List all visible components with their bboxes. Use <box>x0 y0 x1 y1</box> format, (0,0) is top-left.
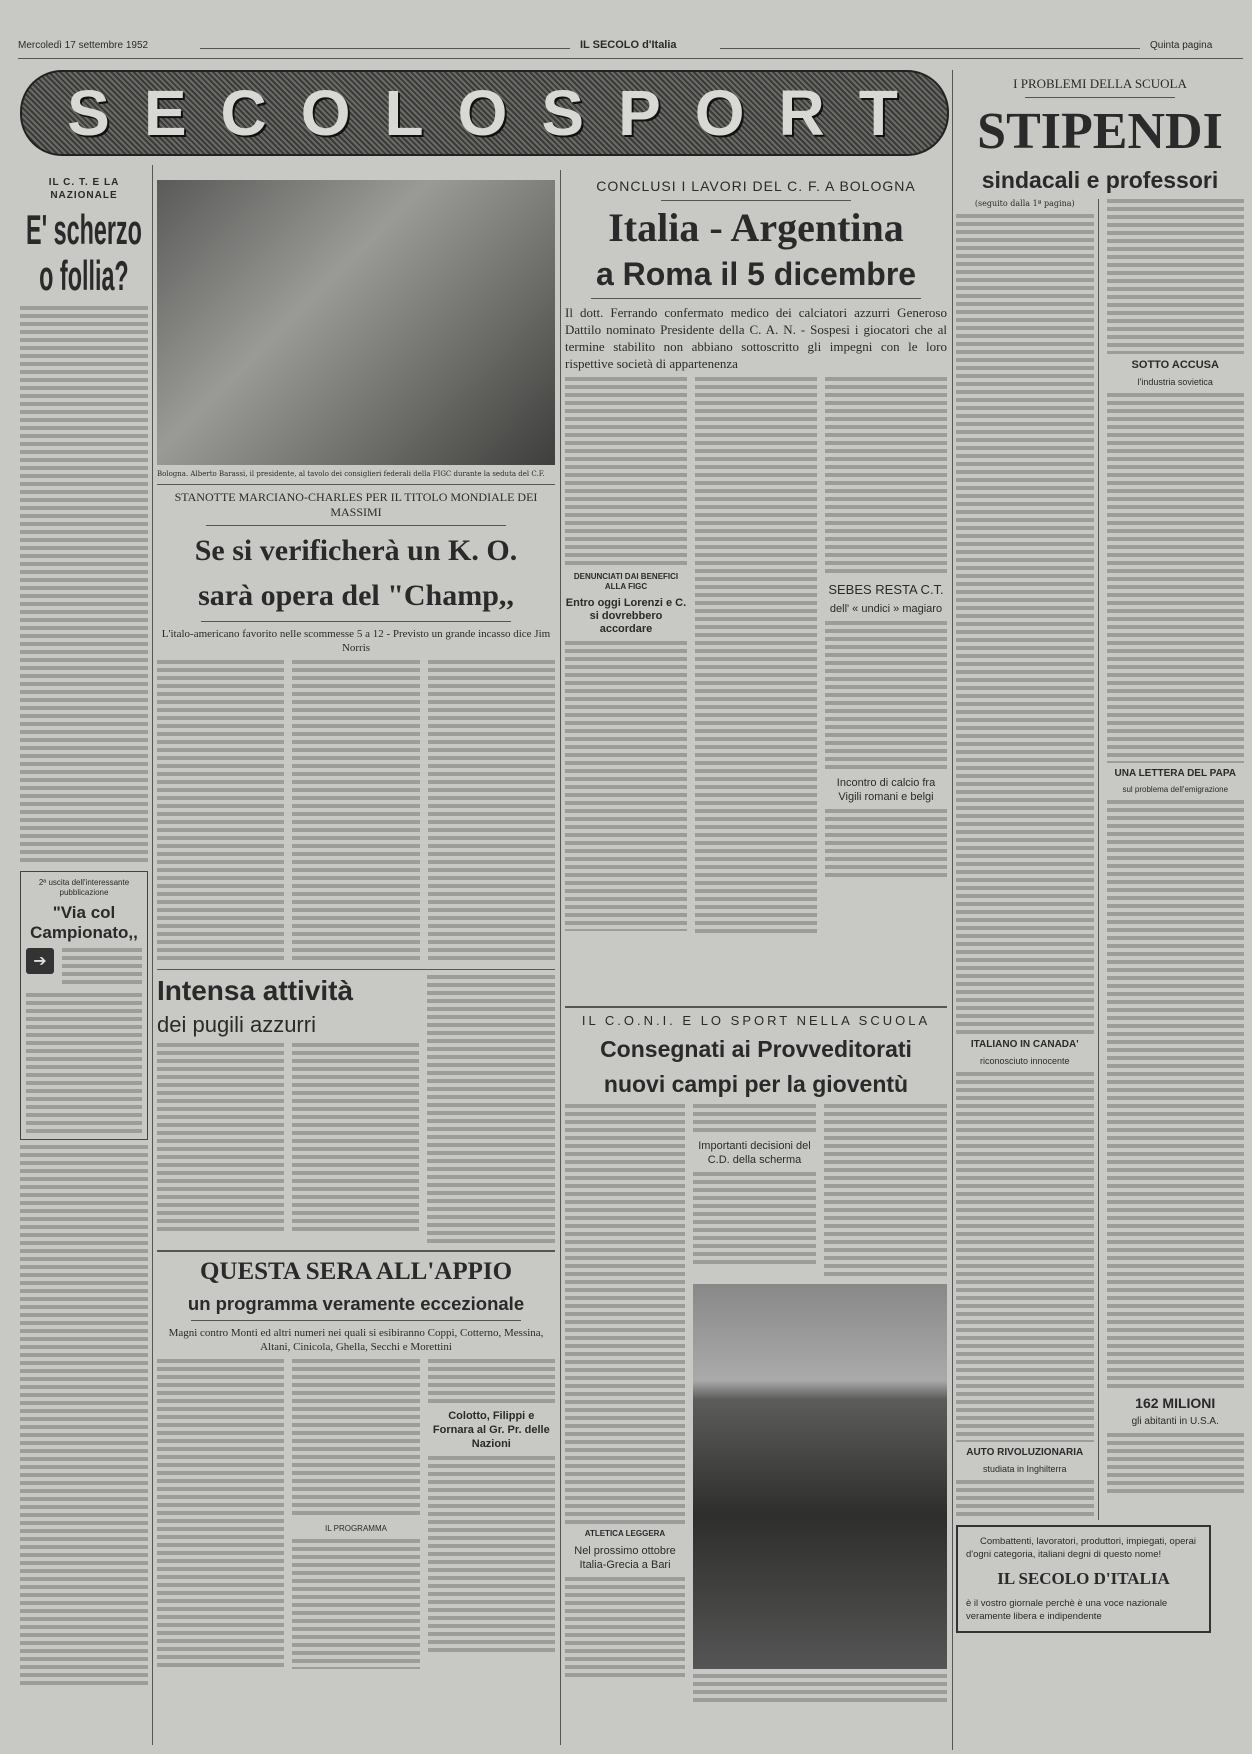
atletica-kicker: ATLETICA LEGGERA <box>584 1529 666 1538</box>
marciano-headline-2: sarà opera del "Champ,, <box>198 579 514 612</box>
appio-deck: Magni contro Monti ed altri numeri nei quali si esibiranno Coppi, Cotterno, Messina, Altani, Cinicola, Ghella, Secchi e Morettini <box>168 1327 544 1353</box>
sebes-subhead: dell' « undici » magiaro <box>829 603 943 615</box>
page-number: Quinta pagina <box>1150 40 1213 51</box>
paper-name: IL SECOLO d'Italia <box>580 39 677 51</box>
box-kicker: 2ª uscita dell'interessante pubblicazione <box>38 878 130 897</box>
center-left-column <box>157 180 555 1669</box>
left-headline-wrap <box>20 207 148 301</box>
lorenzi-headline: Entro oggi Lorenzi e C. si dovrebbero accordare <box>565 597 687 635</box>
photo-caption: Bologna. Alberto Barassi, il presidente, al tavolo dei consiglieri federali della FIGC durante la seduta del C.F. <box>157 470 545 478</box>
vigili-headline: Incontro di calcio fra Vigili romani e belgi <box>836 777 936 803</box>
italia-headline-1: Italia - Argentina <box>608 205 904 250</box>
marciano-deck: L'italo-americano favorito nelle scommesse 5 a 12 - Previsto un grande incasso dice Jim Norris <box>161 628 551 654</box>
colotto-headline: Colotto, Filippi e Fornara al Gr. Pr. delle Nazioni <box>432 1410 550 1450</box>
pugili-headline-2: dei pugili azzurri <box>157 1012 316 1037</box>
scherma-headline: Importanti decisioni del C.D. della scherma <box>698 1140 811 1166</box>
italia-column <box>565 178 947 937</box>
secolosport-banner: SECOLOSPORT <box>20 70 949 156</box>
pugili-headline-1: Intensa attività <box>157 975 354 1006</box>
coni-headline-1: Consegnati ai Provveditorati <box>600 1036 912 1062</box>
italia-kicker: CONCLUSI I LAVORI DEL C. F. A BOLOGNA <box>596 178 916 194</box>
coni-kicker: IL C.O.N.I. E LO SPORT NELLA SCUOLA <box>581 1013 931 1028</box>
meeting-photo <box>157 180 555 465</box>
atletica-headline: Nel prossimo ottobre Italia-Grecia a Bari <box>574 1545 676 1571</box>
ad-top-text: Combattenti, lavoratori, produttori, impiegati, operai d'ogni categoria, italiani degni di questo nome! <box>966 1536 1196 1560</box>
sotto-accusa-headline: SOTTO ACCUSA <box>1131 359 1219 371</box>
sebes-headline: SEBES RESTA C.T. <box>828 582 944 597</box>
papa-subhead: sul problema dell'emigrazione <box>1122 785 1229 794</box>
milioni-headline: 162 MILIONI <box>1135 1395 1216 1411</box>
swimmer-photo <box>693 1284 947 1669</box>
coni-headline-2: nuovi campi per la gioventù <box>603 1071 909 1097</box>
box-title: "Via col Campionato,, <box>30 903 138 942</box>
canada-headline: ITALIANO IN CANADA' <box>970 1039 1079 1050</box>
ad-title: IL SECOLO D'ITALIA <box>997 1569 1170 1588</box>
left-column <box>20 176 148 1685</box>
papa-headline: UNA LETTERA DEL PAPA <box>1114 768 1236 779</box>
italia-headline-2: a Roma il 5 dicembre <box>595 256 917 292</box>
canada-subhead: riconosciuto innocente <box>979 1056 1070 1066</box>
continued-note: (seguito dalla 1ª pagina) <box>974 199 1075 208</box>
ad-bottom-text: è il vostro giornale perchè è una voce nazionale veramente libera e indipendente <box>966 1598 1168 1622</box>
marciano-headline-1: Se si verificherà un K. O. <box>194 534 518 567</box>
auto-subhead: studiata in Inghilterra <box>982 1464 1067 1474</box>
auto-headline: AUTO RIVOLUZIONARIA <box>966 1447 1084 1458</box>
coni-column <box>565 1006 947 1702</box>
arrow-logo-icon: ➔ <box>26 948 54 974</box>
programma-label: IL PROGRAMMA <box>325 1524 387 1533</box>
appio-headline-1: QUESTA SERA ALL'APPIO <box>199 1258 513 1285</box>
lorenzi-kicker: DENUNCIATI DAI BENEFICI ALLA FIGC <box>573 572 679 591</box>
right-column <box>956 76 1244 1633</box>
subscription-ad-box <box>956 1525 1211 1633</box>
marciano-kicker: STANOTTE MARCIANO-CHARLES PER IL TITOLO MONDIALE DEI MASSIMI <box>174 490 538 519</box>
stipendi-headline: STIPENDI <box>977 103 1223 160</box>
right-kicker: I PROBLEMI DELLA SCUOLA <box>1013 76 1187 91</box>
date: Mercoledì 17 settembre 1952 <box>18 40 149 51</box>
appio-headline-2: un programma veramente eccezionale <box>187 1293 525 1314</box>
milioni-subhead: gli abitanti in U.S.A. <box>1131 1416 1219 1427</box>
campionato-box <box>20 871 148 1140</box>
sotto-accusa-subhead: l'industria sovietica <box>1137 377 1213 387</box>
left-headline: E' scherzo o follia? <box>26 206 142 299</box>
left-kicker: IL C. T. E LA NAZIONALE <box>48 177 120 201</box>
italia-deck: Il dott. Ferrando confermato medico dei calciatori azzurri Generoso Dattilo nominato Presidente della C. A. N. - Sospesi i giocatori che al termine stabilito non abbiano sottoscritto gli impegni con le loro rispettive società di appartenenza <box>565 305 947 371</box>
stipendi-subhead: sindacali e professori <box>981 167 1219 193</box>
